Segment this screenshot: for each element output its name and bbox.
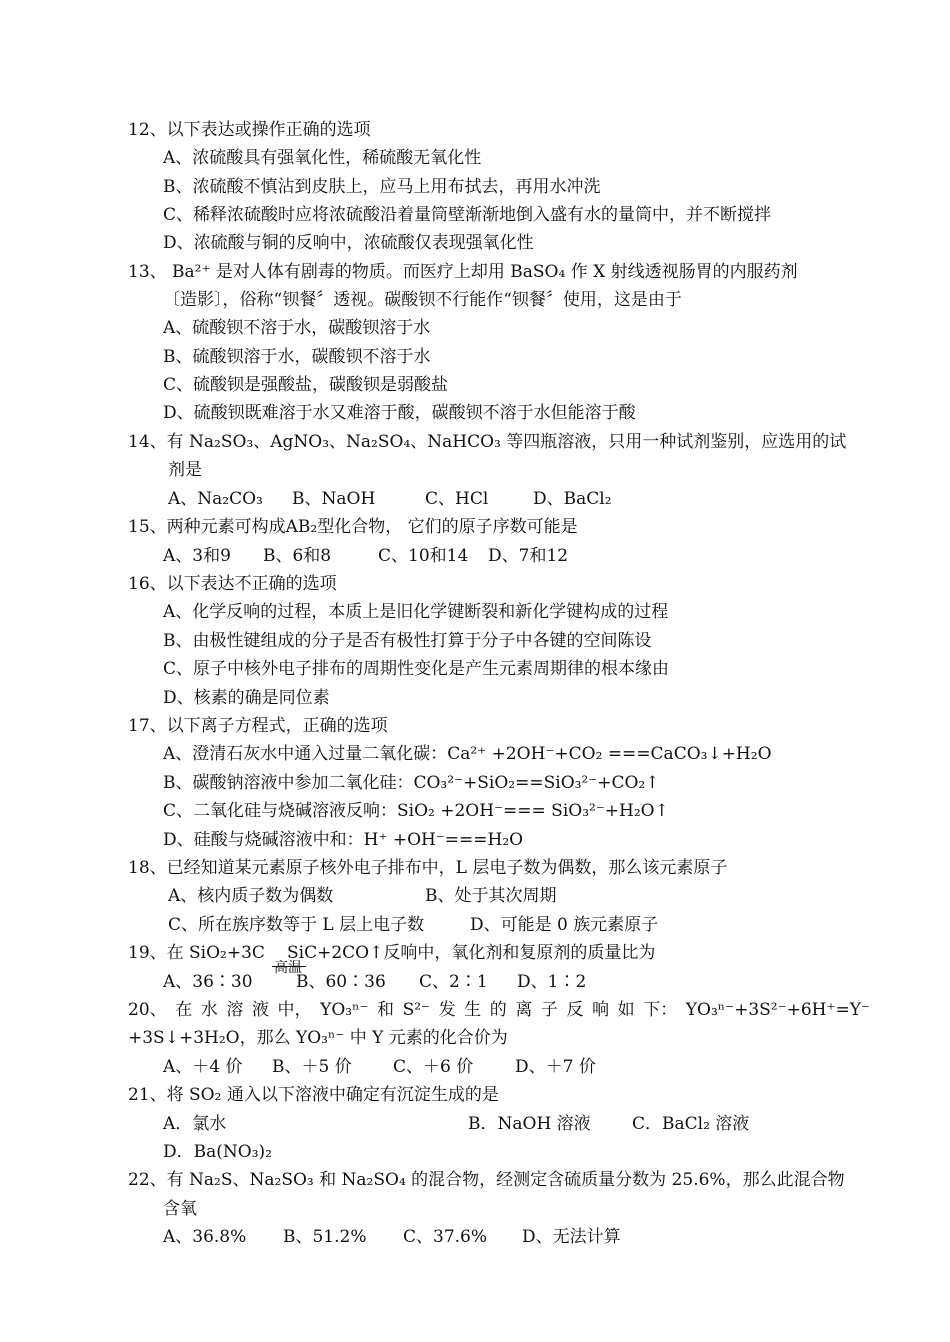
question-14-stem-line2: 剂是 xyxy=(168,460,202,480)
question-13-option-d: D、硫酸钡既难溶于水又难溶于酸，碳酸钡不溶于水但能溶于酸 xyxy=(163,403,636,423)
question-19-option-d: D、1∶2 xyxy=(517,972,587,992)
question-20-stem-token: 响 xyxy=(592,1000,610,1020)
question-20-option-d: D、＋7 价 xyxy=(515,1057,596,1077)
question-22-option-d: D、无法计算 xyxy=(522,1227,621,1247)
question-12-option-c: C、稀释浓硫酸时应将浓硫酸沿着量筒壁渐渐地倒入盛有水的量筒中，并不断搅拌 xyxy=(163,205,772,225)
question-19-stem-right: SiC+2CO↑反响中，氧化剂和复原剂的质量比为 xyxy=(287,943,656,963)
question-20-stem-token: YO₃ⁿ⁻+3S²⁻+6H⁺=Y⁻ xyxy=(685,1000,870,1020)
question-14-option-a: A、Na₂CO₃ xyxy=(168,489,263,509)
question-22-option-b: B、51.2% xyxy=(283,1227,367,1247)
question-17-option-a: A、澄清石灰水中通入过量二氧化碳：Ca²⁺ +2OH⁻+CO₂ ===CaCO₃↓+H₂O xyxy=(163,744,772,764)
question-21-option-d: D．Ba(NO₃)₂ xyxy=(163,1142,272,1162)
question-21-option-c: C．BaCl₂ 溶液 xyxy=(632,1114,750,1134)
question-17-option-c: C、二氧化硅与烧碱溶液反响：SiO₂ +2OH⁻=== SiO₃²⁻+H₂O↑ xyxy=(163,801,669,821)
question-19-option-c: C、2∶1 xyxy=(419,972,488,992)
question-19-option-b: B、60∶36 xyxy=(296,972,386,992)
question-20-stem-token: 溶 xyxy=(226,1000,244,1020)
question-18-option-d: D、可能是 0 族元素原子 xyxy=(470,915,659,935)
question-16-option-c: C、原子中核外电子排布的周期性变化是产生元素周期律的根本缘由 xyxy=(163,659,670,679)
question-20-stem-token: 如 xyxy=(617,1000,635,1020)
question-20-stem-token: 离 xyxy=(515,1000,533,1020)
question-20-stem-token: S²⁻ xyxy=(402,1000,431,1020)
question-12-stem: 12、以下表达或操作正确的选项 xyxy=(128,120,371,140)
question-13-option-c: C、硫酸钡是强酸盐，碳酸钡是弱酸盐 xyxy=(163,375,449,395)
question-17-option-b: B、碳酸钠溶液中参加二氧化硅：CO₃²⁻+SiO₂==SiO₃²⁻+CO₂↑ xyxy=(163,773,660,793)
question-14-stem-line1: 14、有 Na₂SO₃、AgNO₃、Na₂SO₄、NaHCO₃ 等四瓶溶液，只用一种试剂鉴别，应选用的试 xyxy=(128,432,847,452)
question-20-stem-token: 水 xyxy=(200,1000,218,1020)
question-13-stem-line1: 13、 Ba²⁺ 是对人体有剧毒的物质。而医疗上却用 BaSO₄ 作 X 射线透视肠胃的内服药剂 xyxy=(128,262,798,282)
question-20-option-b: B、＋5 价 xyxy=(272,1057,352,1077)
question-20-stem-token: 子 xyxy=(540,1000,558,1020)
question-15-option-d: D、7和12 xyxy=(488,546,569,566)
question-21-option-a: A．氯水 xyxy=(163,1114,227,1134)
question-20-stem-token: 反 xyxy=(566,1000,584,1020)
question-19-option-a: A、36∶30 xyxy=(163,972,253,992)
question-19-stem-left: 19、在 SiO₂+3C xyxy=(128,943,265,963)
question-15-option-b: B、6和8 xyxy=(263,546,332,566)
question-17-option-d: D、硅酸与烧碱溶液中和：H⁺ +OH⁻===H₂O xyxy=(163,830,524,850)
question-18-option-a: A、核内质子数为偶数 xyxy=(168,886,334,906)
question-22-option-c: C、37.6% xyxy=(403,1227,488,1247)
question-16-option-a: A、化学反响的过程，本质上是旧化学键断裂和新化学键构成的过程 xyxy=(163,602,669,622)
question-15-option-a: A、3和9 xyxy=(163,546,231,566)
question-16-option-b: B、由极性键组成的分子是否有极性打算于分子中各键的空间陈设 xyxy=(163,631,652,651)
question-12-option-a: A、浓硫酸具有强氧化性，稀硫酸无氧化性 xyxy=(163,148,482,168)
question-20-stem-token: 中， xyxy=(277,1000,312,1020)
question-20-stem-token: 和 xyxy=(377,1000,394,1020)
question-20-stem-token: 的 xyxy=(489,1000,507,1020)
question-20-stem-token: 发 xyxy=(438,1000,456,1020)
question-20-stem-token: 液 xyxy=(251,1000,269,1020)
question-22-stem-line1: 22、有 Na₂S、Na₂SO₃ 和 Na₂SO₄ 的混合物，经测定含硫质量分数为 25.6%，那么此混合物 xyxy=(128,1170,845,1190)
question-15-option-c: C、10和14 xyxy=(378,546,469,566)
question-13-stem-line2: 〔造影〕，俗称“钡餐〞透视。碳酸钡不行能作“钡餐〞使用，这是由于 xyxy=(163,290,682,310)
question-20-stem-token: YO₃ⁿ⁻ xyxy=(320,1000,369,1020)
question-12-option-b: B、浓硫酸不慎沾到皮肤上，应马上用布拭去，再用水冲洗 xyxy=(163,177,601,197)
question-20-stem-line2: +3S↓+3H₂O，那么 YO₃ⁿ⁻ 中 Y 元素的化合价为 xyxy=(128,1028,508,1048)
question-14-option-c: C、HCl xyxy=(425,489,489,509)
question-14-option-d: D、BaCl₂ xyxy=(533,489,612,509)
question-18-option-c: C、所在族序数等于 L 层上电子数 xyxy=(168,915,425,935)
question-18-stem: 18、已经知道某元素原子核外电子排布中，L 层电子数为偶数，那么该元素原子 xyxy=(128,858,728,878)
question-20-option-c: C、＋6 价 xyxy=(393,1057,474,1077)
question-13-option-b: B、硫酸钡溶于水，碳酸钡不溶于水 xyxy=(163,347,431,367)
question-16-stem: 16、以下表达不正确的选项 xyxy=(128,574,337,594)
question-20-stem-token: 下： xyxy=(643,1000,678,1020)
question-16-option-d: D、核素的确是同位素 xyxy=(163,688,330,708)
question-20-stem-token: 生 xyxy=(464,1000,482,1020)
question-18-option-b: B、处于其次周期 xyxy=(425,886,557,906)
question-20-stem-token: 在 xyxy=(175,1000,193,1020)
question-20-option-a: A、＋4 价 xyxy=(163,1057,243,1077)
question-20-stem-line1 xyxy=(128,1000,870,1020)
question-13-option-a: A、硫酸钡不溶于水，碳酸钡溶于水 xyxy=(163,318,431,338)
question-17-stem: 17、以下离子方程式，正确的选项 xyxy=(128,716,388,736)
question-22-option-a: A、36.8% xyxy=(163,1227,247,1247)
question-21-stem: 21、将 SO₂ 通入以下溶液中确定有沉淀生成的是 xyxy=(128,1085,499,1105)
question-21-option-b: B．NaOH 溶液 xyxy=(468,1114,591,1134)
question-15-stem: 15、两种元素可构成AB₂型化合物， 它们的原子序数可能是 xyxy=(128,517,578,537)
question-20-stem-token: 20、 xyxy=(128,1000,167,1020)
question-14-option-b: B、NaOH xyxy=(292,489,376,509)
question-12-option-d: D、浓硫酸与铜的反响中，浓硫酸仅表现强氧化性 xyxy=(163,233,534,253)
reaction-condition-label: 高温 xyxy=(274,960,302,976)
question-22-stem-line2: 含氧 xyxy=(163,1199,197,1219)
